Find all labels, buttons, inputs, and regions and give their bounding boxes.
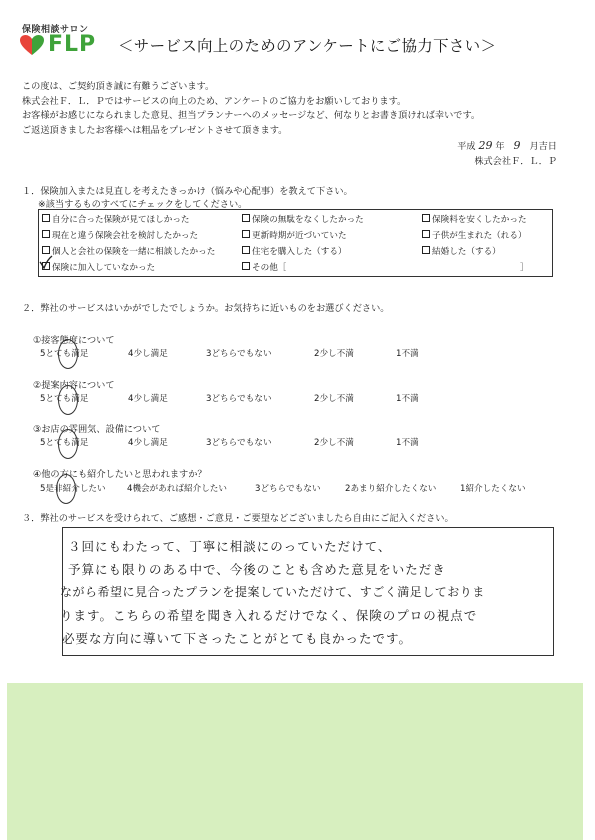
question-1-note: ※該当するものすべてにチェックをしてください。: [38, 199, 248, 210]
checkbox-option[interactable]: 自分に合った保険が見てほしかった: [42, 213, 190, 225]
rating-question-label: ③お店の雰囲気、設備について: [33, 424, 161, 435]
rating-option[interactable]: 4機会があれば紹介したい: [127, 484, 227, 494]
checkbox-option[interactable]: その他［: [242, 261, 286, 273]
other-bracket-close: ］: [520, 263, 529, 273]
checkbox-icon[interactable]: [242, 246, 250, 254]
rating-option[interactable]: 1紹介したくない: [460, 484, 526, 494]
checkbox-option[interactable]: 子供が生まれた（れる）: [422, 229, 527, 241]
checkbox-icon[interactable]: [422, 246, 430, 254]
rating-option[interactable]: 2あまり紹介したくない: [345, 484, 437, 494]
question-1-title: １．保険加入または見直しを考えたきっかけ（悩みや心配事）を教えて下さい。: [22, 186, 353, 197]
checkbox-option-checked[interactable]: 保険に加入していなかった: [42, 261, 155, 273]
handwritten-comment-line: ３回にもわたって、丁寧に相談にのっていただけて、: [68, 539, 392, 554]
rating-option[interactable]: 5とても満足: [40, 438, 89, 448]
rating-option[interactable]: 1不満: [396, 438, 419, 448]
rating-question-label: ④他の方にも紹介したいと思われますか？: [33, 469, 207, 480]
rating-option[interactable]: 3どちらでもない: [206, 438, 272, 448]
intro-line: ご返送頂きましたお客様へは粗品をプレゼントさせて頂きます。: [22, 124, 288, 136]
selected-circle-mark: [58, 385, 78, 415]
handwritten-comment-line: 予算にも限りのある中で、今後のことも含めた意見をいただき: [68, 562, 446, 577]
checkbox-option[interactable]: 個人と会社の保険を一緒に相談したかった: [42, 245, 215, 257]
date-month: 9: [513, 139, 521, 152]
rating-option[interactable]: 4少し満足: [128, 349, 168, 359]
checkbox-option[interactable]: 保険料を安くしたかった: [422, 213, 527, 225]
rating-option[interactable]: 1不満: [396, 349, 419, 359]
rating-option[interactable]: 3どちらでもない: [206, 349, 272, 359]
checkbox-icon[interactable]: [242, 214, 250, 222]
rating-option[interactable]: 4少し満足: [128, 438, 168, 448]
checkbox-option[interactable]: 結婚した（する）: [422, 245, 501, 257]
handwritten-comment-line: ながら希望に見合ったプランを提案していただけて、すごく満足しておりま: [60, 585, 485, 599]
question-2-title: ２．弊社のサービスはいかがでしたでしょうか。お気持ちに近いものをお選びください。: [22, 303, 390, 314]
checkbox-option[interactable]: 住宅を購入した（する）: [242, 245, 347, 257]
date-year: 29: [478, 139, 493, 152]
rating-option[interactable]: 3どちらでもない: [255, 484, 321, 494]
check-mark-icon: [38, 254, 54, 270]
date-line: [457, 138, 557, 152]
checkbox-option[interactable]: 現在と違う保険会社を検討したかった: [42, 229, 198, 241]
rating-option[interactable]: 2少し不満: [314, 349, 354, 359]
rating-option[interactable]: 5とても満足: [40, 394, 89, 404]
date-suffix: 月吉日: [529, 141, 557, 152]
rating-option[interactable]: 4少し満足: [128, 394, 168, 404]
handwritten-comment-line: ります。こちらの希望を聞き入れるだけでなく、保険のプロの視点で: [60, 608, 478, 623]
selected-circle-mark: [58, 339, 78, 369]
checkbox-icon[interactable]: [42, 246, 50, 254]
handwritten-comment-line: 必要な方向に導いて下さったことがとても良かったです。: [62, 631, 413, 646]
intro-line: この度は、ご契約頂き誠に有難うございます。: [22, 81, 215, 92]
checkbox-icon[interactable]: [42, 214, 50, 222]
intro-line: お客様がお感じになられました意見、担当プランナーへのメッセージなど、何なりとお書き頂ければ幸いです。: [22, 110, 481, 121]
page-title: ＜サービス向上のためのアンケートにご協力下さい＞: [118, 37, 497, 55]
checkbox-icon[interactable]: [242, 230, 250, 238]
brand-subtitle: 保険相談サロン: [22, 25, 89, 35]
checkbox-option[interactable]: 更新時期が近づいていた: [242, 229, 347, 241]
rating-option[interactable]: 5とても満足: [40, 349, 89, 359]
question-3-title: ３．弊社のサービスを受けられて、ご感想・ご意見・ご要望などございましたら自由にご記入ください。: [22, 513, 454, 524]
rating-option[interactable]: 3どちらでもない: [206, 394, 272, 404]
selected-circle-mark: [56, 474, 76, 504]
rating-option[interactable]: 1不満: [396, 394, 419, 404]
intro-line: 株式会社Ｆ．Ｌ．Ｐではサービスの向上のため、アンケートのご協力をお願いしております。: [22, 95, 407, 107]
rating-question-label: ②提案内容について: [33, 380, 115, 391]
checkbox-icon[interactable]: [422, 230, 430, 238]
rating-option[interactable]: 5是非紹介したい: [40, 484, 106, 494]
checkbox-option[interactable]: 保険の無駄をなくしたかった: [242, 213, 364, 225]
footer-background: [7, 683, 583, 840]
brand-logo-text: FLP: [48, 32, 97, 57]
intro-text: [22, 80, 480, 138]
date-prefix: 平成: [457, 141, 476, 152]
date-year-suffix: 年: [495, 141, 505, 152]
rating-option[interactable]: 2少し不満: [314, 394, 354, 404]
checkbox-icon[interactable]: [422, 214, 430, 222]
company-name: 株式会社Ｆ．Ｌ．Ｐ: [474, 156, 557, 167]
rating-option[interactable]: 2少し不満: [314, 438, 354, 448]
checkbox-icon[interactable]: [42, 230, 50, 238]
rating-question-label: ①接客態度について: [33, 335, 115, 346]
heart-logo-icon: [19, 34, 45, 56]
selected-circle-mark: [58, 429, 78, 459]
checkbox-icon[interactable]: [242, 262, 250, 270]
